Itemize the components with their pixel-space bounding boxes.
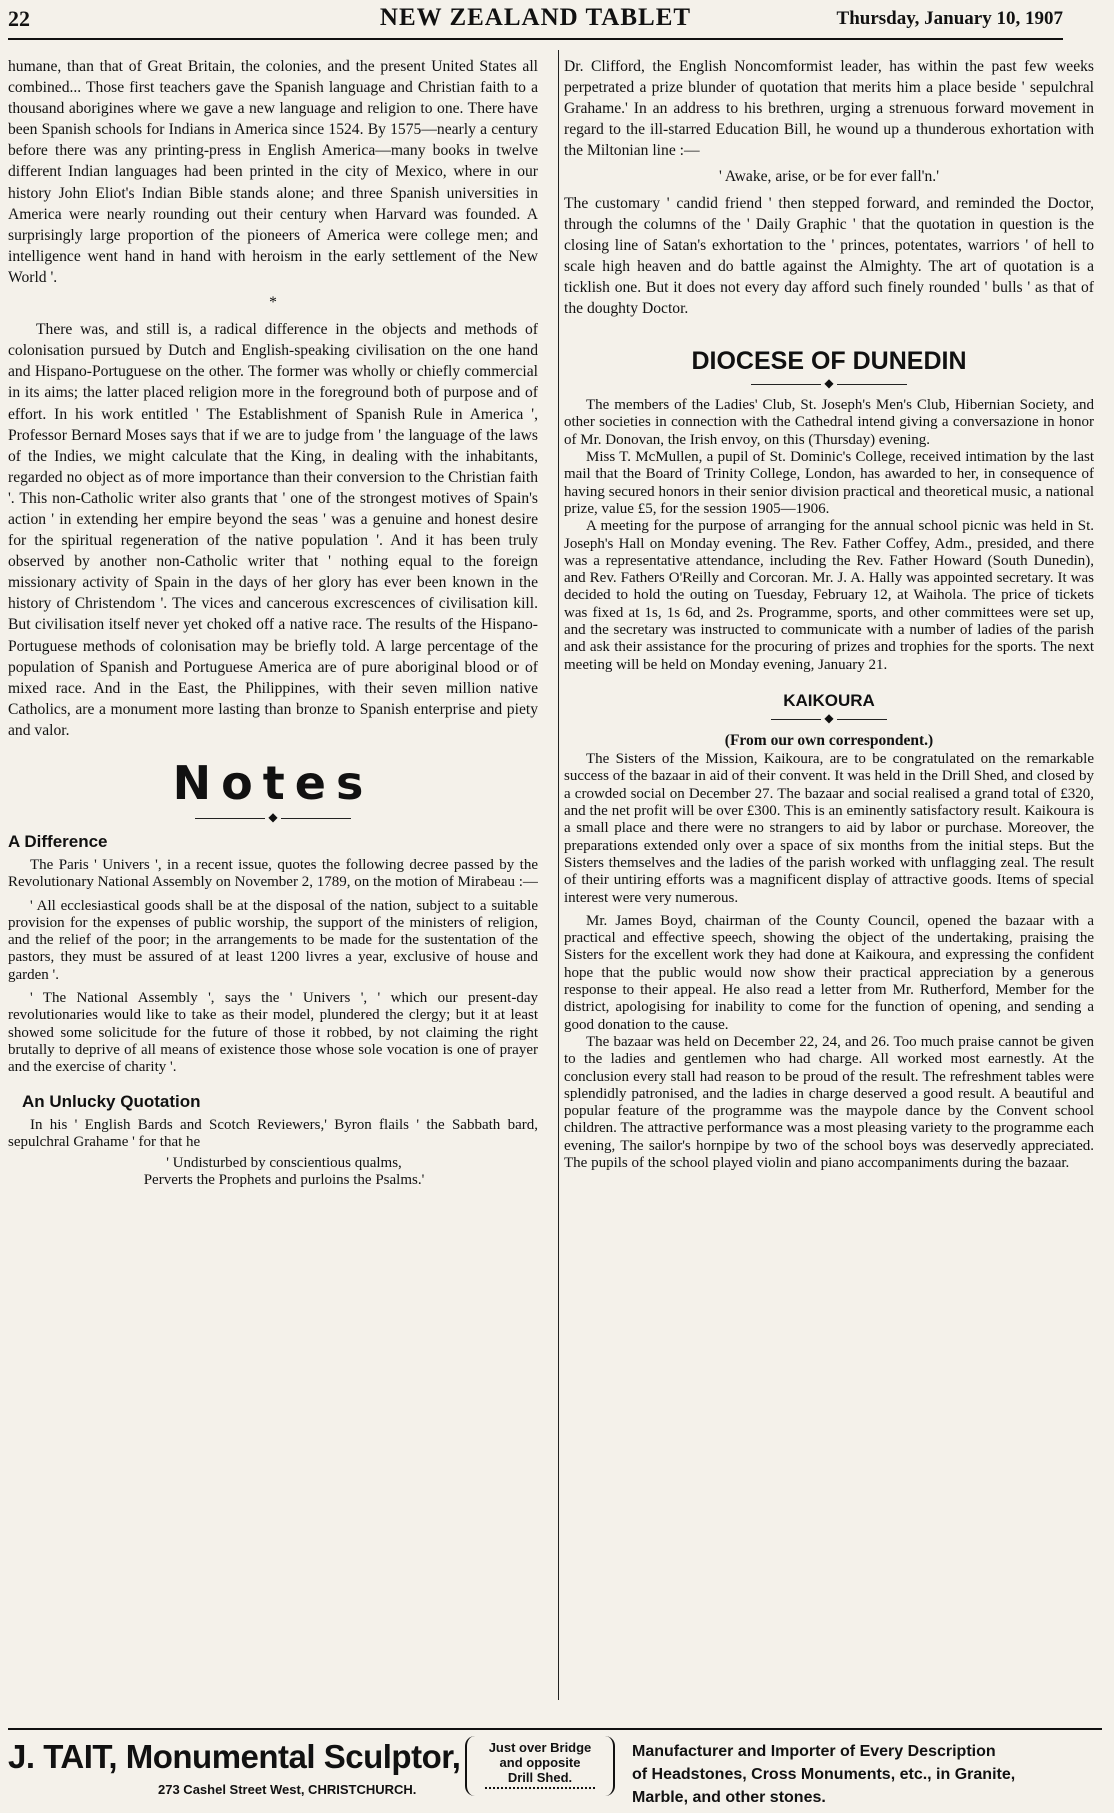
notes-heading: Notes — [172, 756, 374, 810]
ornament-divider: ◆ — [564, 377, 1094, 389]
manufacturer-line-3: Marble, and other stones. — [632, 1789, 826, 1806]
manufacturer-line-2: of Headstones, Cross Monuments, etc., in Granite, — [632, 1766, 1016, 1783]
diocese-paragraph-2: Miss T. McMullen, a pupil of St. Dominic's College, received intimation by the last mail that the Board of Trinity College, London, has awarded to her, in consequence of having secured honors in their senior division practical and theoretical music, a national prize, value £5, for the session 1905—1906. — [564, 449, 1094, 517]
location-line-1: Just over Bridge — [488, 1740, 592, 1755]
location-line-3: Drill Shed. — [507, 1770, 573, 1785]
kaikoura-heading: KAIKOURA — [783, 690, 875, 710]
dotted-rule — [485, 1787, 595, 1789]
column-divider — [558, 50, 559, 1700]
intro-paragraph: humane, than that of Great Britain, the colonies, and the present United States all combined... Those first teachers gave the Spanish language and Christian faith to a thousand aborigines where we gave a new language and religion to one. There have been Spanish schools for Indians in America since 1524. By 1575—nearly a century before there was any printing-press in English America—many books in twelve different Indian languages had been printed in the city of Mexico, where in our history John Eliot's Indian Bible stands alone; and three Spanish universities in America were nearly rounding out their century when Harvard was founded. A surprisingly large proportion of the pioneers of America were college men; and intelligence went hand in hand with heroism in the early settlement of the New World '. — [8, 58, 538, 286]
manufacturer-description — [632, 1740, 1102, 1809]
diocese-paragraph-3: A meeting for the purpose of arranging for the annual school picnic was held in St. Joseph's Hall on Monday evening. The Rev. Father Coffey, Adm., presided, and there was a representative attendance, including the Rev. Father Howard (South Dunedin), and Rev. Fathers O'Reilly and Corcoran. Mr. J. A. Hally was appointed secretary. It was decided to hold the outing on Tuesday, February 12, at Waihola. The price of tickets was fixed at 1s, 1s 6d, and 2s. Programme, sports, and other committees were set up, and the secretary was instructed to communicate with a number of ladies of the parish and ask their assistance for the procuring of prizes and trophies for the sports. The next meeting will be held on Monday evening, January 21. — [564, 518, 1094, 673]
difference-paragraph-1: The Paris ' Univers ', in a recent issue, quotes the following decree passed by the Revolutionary National Assembly on November 2, 1789, on the motion of Mirabeau :— — [8, 857, 538, 891]
kaikoura-paragraph-2: Mr. James Boyd, chairman of the County Council, opened the bazaar with a practical and effective speech, showing the object of the undertaking, praising the Sisters for the excellent work they had done at Kaikoura, and expressing the confident hope that the public would now show their practical appreciation by a generous response to their appeal. He also read a letter from Mr. Rutherford, Member for the district, apologising for inability to come for the function of opening, and sending a good donation to the cause. — [564, 912, 1094, 1033]
newspaper-title: NEW ZEALAND TABLET — [379, 4, 692, 31]
left-column — [8, 56, 538, 1190]
colonisation-paragraph: There was, and still is, a radical difference in the objects and methods of colonisation pursued by Dutch and English-speaking civilisation on the one hand and Hispano-Portuguese on the other. The former was wholly or chiefly commercial in its aims; the latter placed religion more in the foreground both of purpose and of effort. In his work entitled ' The Establishment of Spanish Rule in America ', Professor Bernard Moses says that if we are to judge from ' the language of the laws of the Indies, we might calculate that the King, in dealing with the inhabitants, regarded no object as of more importance than their conversion to the Christian faith '. This non-Catholic writer also grants that ' one of the strongest motives of Spain's action ' in extending her empire beyond the seas ' was a genuine and honest desire for the spiritual regeneration of the native population '. And it has been truly observed by another non-Catholic writer that ' nothing equal to the foreign missionary activity of Spain in the days of her glory has ever been known in the history of Christendom '. The vices and cancerous excrescences of civilisation kill. But civilisation itself never yet choked off a native race. The results of the Hispano-Portuguese methods of colonisation may be briefly told. A large percentage of the population of Spanish and Portuguese America are of pure aboriginal blood or of mixed race. And in the East, the Philippines, with their seven million native Catholics, are a monument more lasting than bronze to Spanish enterprise and piety and valor. — [8, 321, 538, 739]
notes-section — [8, 831, 538, 1190]
issue-date: Thursday, January 10, 1907 — [836, 8, 1063, 29]
clifford-paragraph-1: Dr. Clifford, the English Noncomformist leader, has within the past few weeks perpetrated a prize blunder of quotation that merits him a place beside ' sepulchral Grahame.' In an address to his brethren, urging a strenuous forward movement in regard to the ill-starred Education Bill, he wound up a thunderous exhortation with the Miltonian line :— — [564, 58, 1094, 160]
advertiser-name: J. TAIT, Monumental Sculptor, — [8, 1738, 461, 1775]
page-number: 22 — [8, 6, 30, 31]
difference-paragraph-2: ' All ecclesiastical goods shall be at the disposal of the nation, subject to a suitable provision for the expenses of public worship, the support of the ministers of religion, and the relief of the poor; in the arrangements to be made for the sustentation of the pastors, they must be assured of at least 1200 livres a year, exclusive of house and garden '. — [8, 897, 538, 983]
byron-quote-line-2: Perverts the Prophets and purloins the Psalms.' — [143, 1172, 425, 1189]
masthead — [8, 4, 1063, 40]
clifford-paragraph-2: The customary ' candid friend ' then stepped forward, and reminded the Doctor, through the columns of the ' Daily Graphic ' that the quotation in question is the closing line of Satan's exhortation to the ' princes, potentates, warriors ' of hell to scale high heaven and do battle against the Almighty. The art of quotation is a ticklish one. But it does not every day afford such finely rounded ' bulls ' as that of the doughty Doctor. — [564, 194, 1094, 318]
milton-quote: ' Awake, arise, or be for ever fall'n.' — [718, 168, 940, 186]
location-line-2: and opposite — [499, 1755, 581, 1770]
kaikoura-paragraph-3: The bazaar was held on December 22, 24, and 26. Too much praise cannot be given to the ladies and gentlemen who had charge. All worked most earnestly. At the conclusion every stall had reason to be proud of the result. The refreshment tables were splendidly patronised, and the ladies in charge deserved a good result. A beautiful and popular feature of the programme was the maypole dance by the Convent school children. The attractive performance was a most pleasing variety to the programme each evening, The sailor's hornpipe by two of the school boys was deservedly appreciated. The pupils of the school played violin and piano accompaniments during the bazaar. — [564, 1033, 1094, 1171]
difference-heading: A Difference — [8, 832, 108, 851]
unlucky-quotation-heading: An Unlucky Quotation — [22, 1091, 201, 1111]
manufacturer-line-1: Manufacturer and Importer of Every Description — [632, 1743, 996, 1760]
diocese-paragraph-1: The members of the Ladies' Club, St. Joseph's Men's Club, Hibernian Society, and other societies in connection with the Cathedral intend giving a conversazione in honor of Mr. Donovan, the Irish envoy, on this (Thursday) evening. — [564, 397, 1094, 448]
diocese-section — [564, 397, 1094, 1172]
diocese-heading: DIOCESE OF DUNEDIN — [691, 347, 967, 376]
right-column — [564, 56, 1094, 1172]
ornament-divider: ◆ — [564, 712, 1094, 724]
section-star: * — [269, 294, 277, 312]
location-box — [465, 1736, 615, 1796]
ornament-divider: ◆ — [8, 811, 538, 823]
advertiser-address: 273 Cashel Street West, CHRISTCHURCH. — [158, 1782, 417, 1797]
unlucky-paragraph: In his ' English Bards and Scotch Reviewers,' Byron flails ' the Sabbath bard, sepulchral Grahame ' for that he — [8, 1116, 538, 1150]
advertisement-banner — [8, 1728, 1102, 1810]
kaikoura-paragraph-1: The Sisters of the Mission, Kaikoura, are to be congratulated on the remarkable success of the bazaar in aid of their convent. It was held in the Drill Shed, and closed by a crowded social on December 27. The bazaar and social realised a grand total of £320, and the net profit will be over £300. This is an eminently satisfactory result. Kaikoura is a small place and there were no strangers to aid by labor or purchase. Moreover, the preparations extended only over a space of six months from the initial steps. But the Sisters themselves and the ladies of the parish worked with unflagging zeal. The result of their untiring efforts was a magnificent display of attractive goods. Items of special interest were very numerous. — [564, 751, 1094, 906]
difference-paragraph-3: ' The National Assembly ', says the ' Univers ', ' which our present-day revolutionaries would like to take as their model, plundered the clergy; but it at least showed some solicitude for the future of those it robbed, by not claiming the right brutally to deprive of all means of existence those whose sole vocation is one of prayer and the exercise of charity '. — [8, 990, 538, 1076]
byron-quote-line-1: ' Undisturbed by conscientious qualms, — [166, 1155, 402, 1172]
correspondent-line: (From our own correspondent.) — [724, 731, 934, 749]
